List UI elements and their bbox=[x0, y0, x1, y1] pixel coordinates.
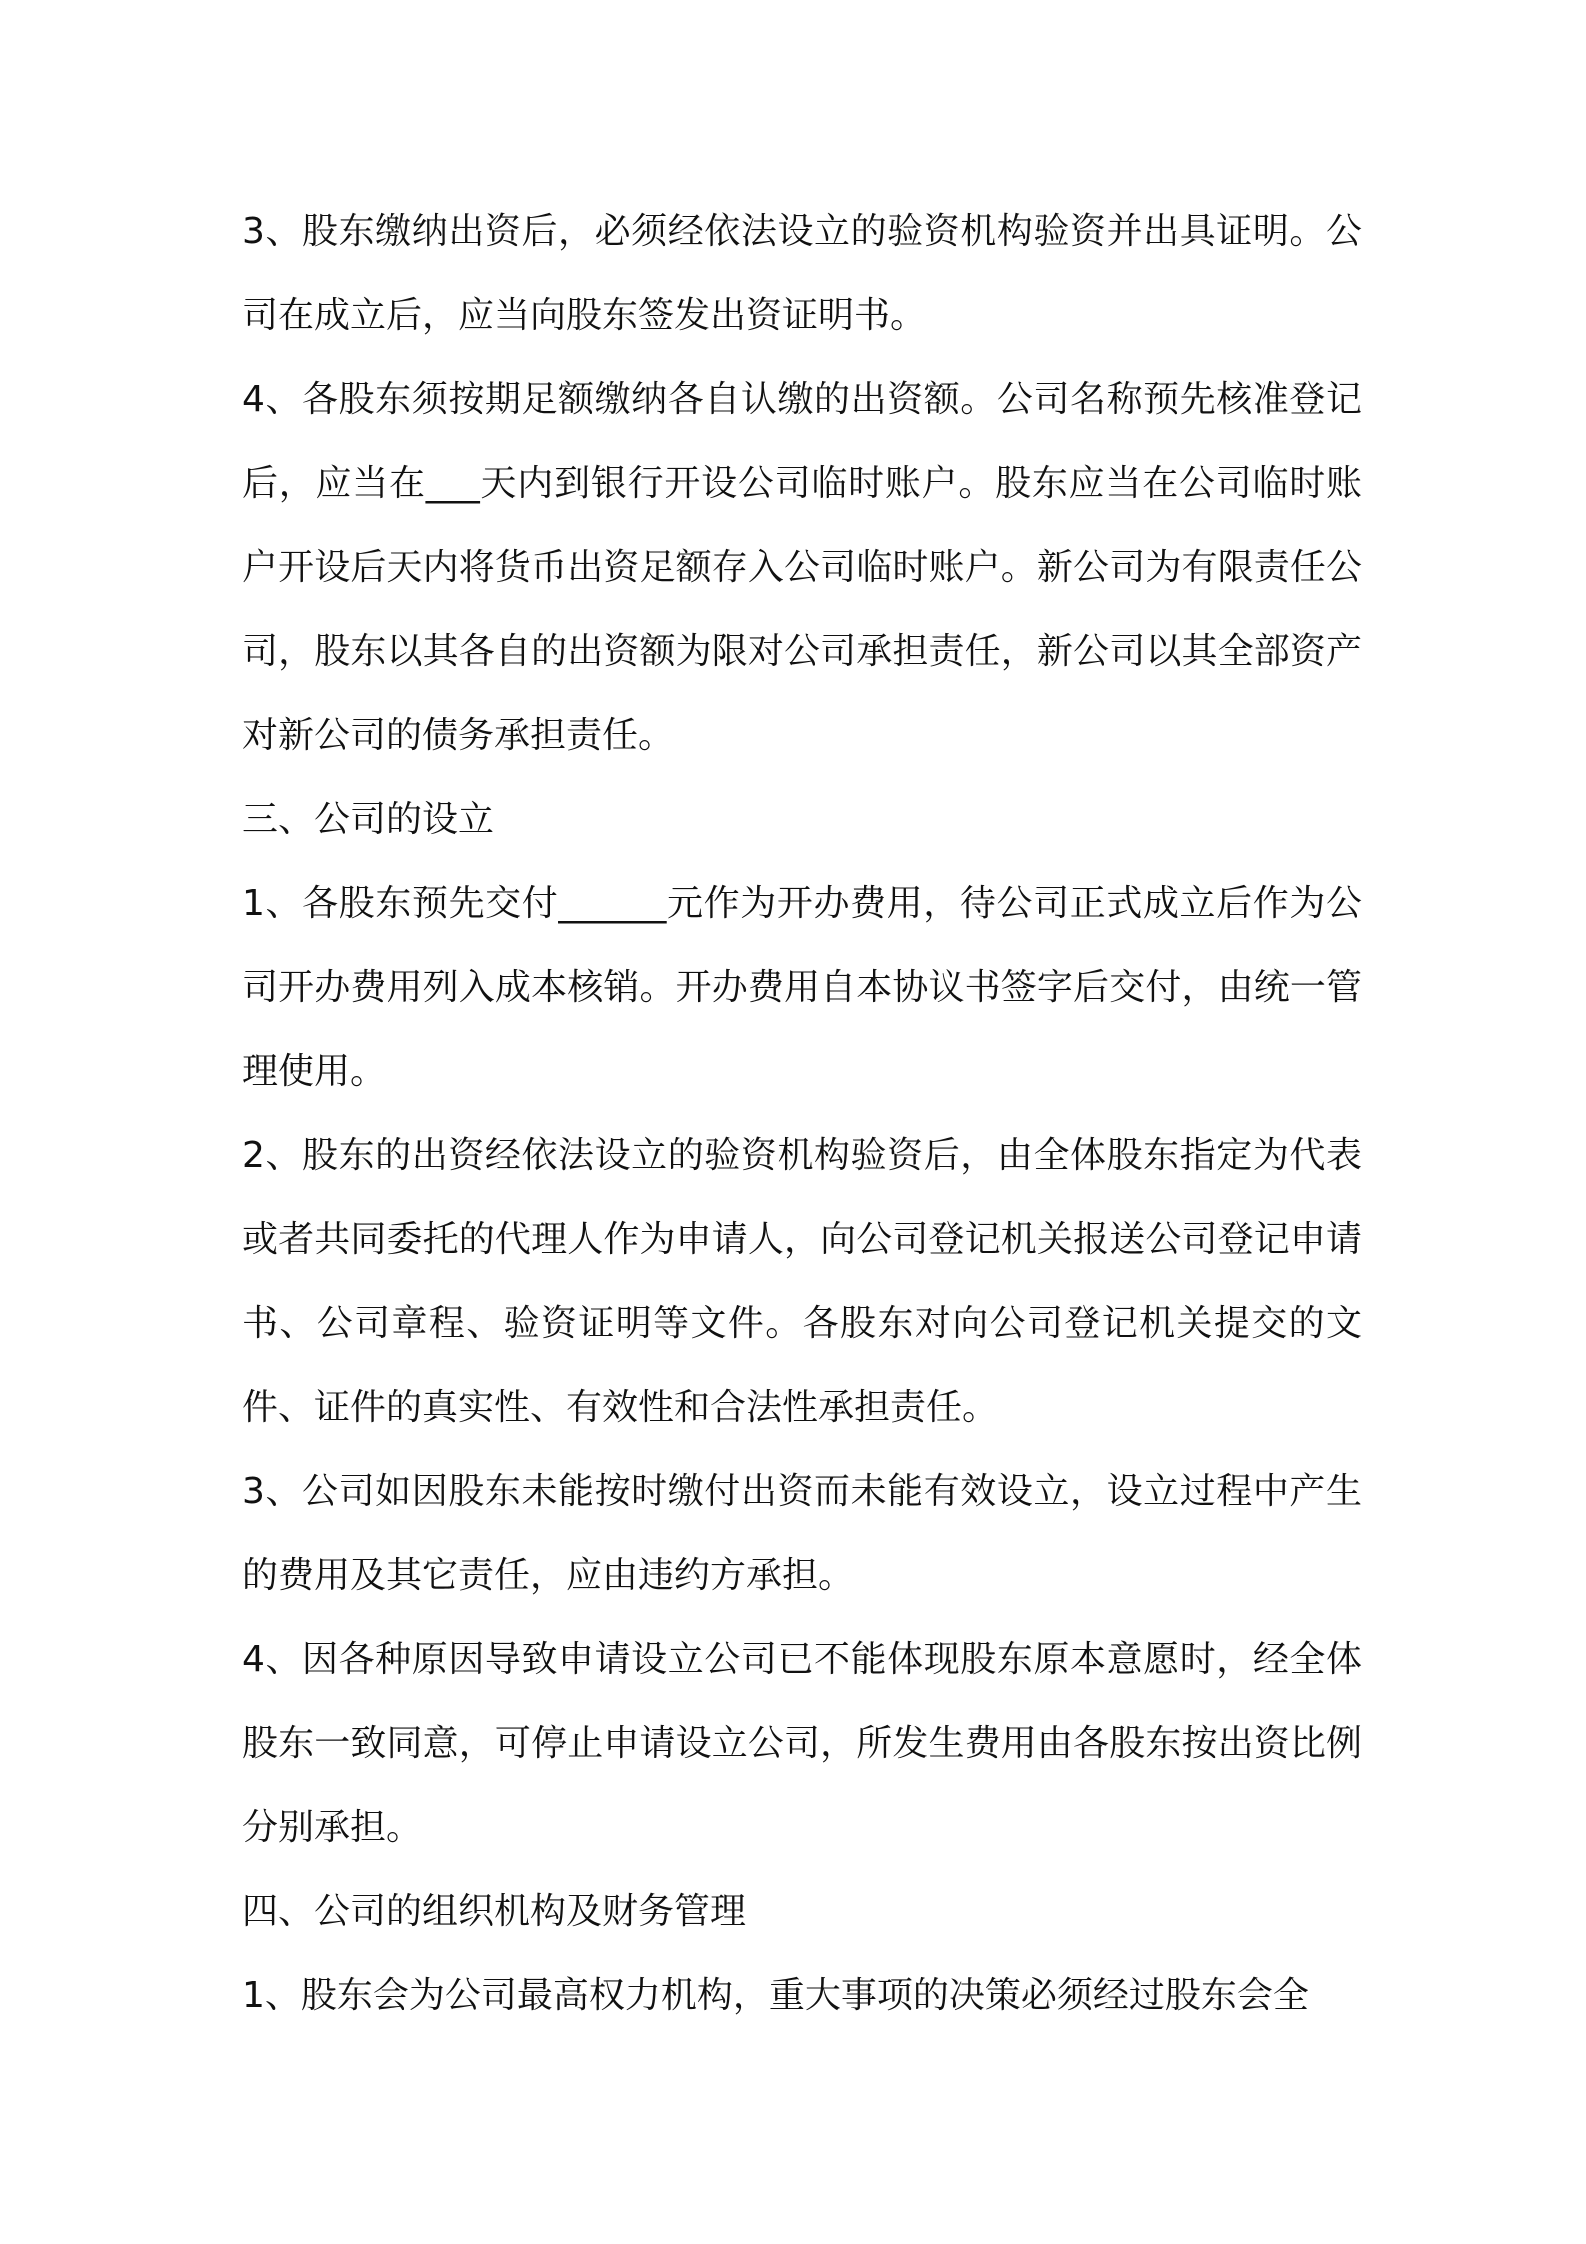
paragraph-failed-establishment: 3、公司如因股东未能按时缴付出资而未能有效设立，设立过程中产生的费用及其它责任，应由违约方承担。 bbox=[242, 1471, 1362, 1596]
section-heading-organization-finance: 四、公司的组织机构及财务管理 bbox=[242, 1891, 747, 1932]
paragraph-shareholders-meeting: 1、股东会为公司最高权力机构，重大事项的决策必须经过股东会全 bbox=[242, 1975, 1309, 2016]
paragraph-registration-application: 2、股东的出资经依法设立的验资机构验资后，由全体股东指定为代表或者共同委托的代理人作为申请人，向公司登记机关报送公司登记申请书、公司章程、验资证明等文件。各股东对向公司登记机关提交的文件、证件的真实性、有效性和合法性承担责任。 bbox=[242, 1135, 1362, 1428]
paragraph-capital-payment: 4、各股东须按期足额缴纳各自认缴的出资额。公司名称预先核准登记后，应当在___天内到银行开设公司临时账户。股东应当在公司临时账户开设后天内将货币出资足额存入公司临时账户。新公司为有限责任公司，股东以其各自的出资额为限对公司承担责任，新公司以其全部资产对新公司的债务承担责任。 bbox=[242, 379, 1362, 756]
paragraph-startup-fees: 1、各股东预先交付______元作为开办费用，待公司正式成立后作为公司开办费用列入成本核销。开办费用自本协议书签字后交付，由统一管理使用。 bbox=[242, 883, 1362, 1092]
section-heading-establishment: 三、公司的设立 bbox=[242, 799, 495, 840]
paragraph-capital-verification: 3、股东缴纳出资后，必须经依法设立的验资机构验资并出具证明。公司在成立后，应当向股东签发出资证明书。 bbox=[242, 211, 1362, 336]
paragraph-stop-application: 4、因各种原因导致申请设立公司已不能体现股东原本意愿时，经全体股东一致同意，可停止申请设立公司，所发生费用由各股东按出资比例分别承担。 bbox=[242, 1639, 1362, 1848]
document-body bbox=[242, 190, 1362, 2038]
